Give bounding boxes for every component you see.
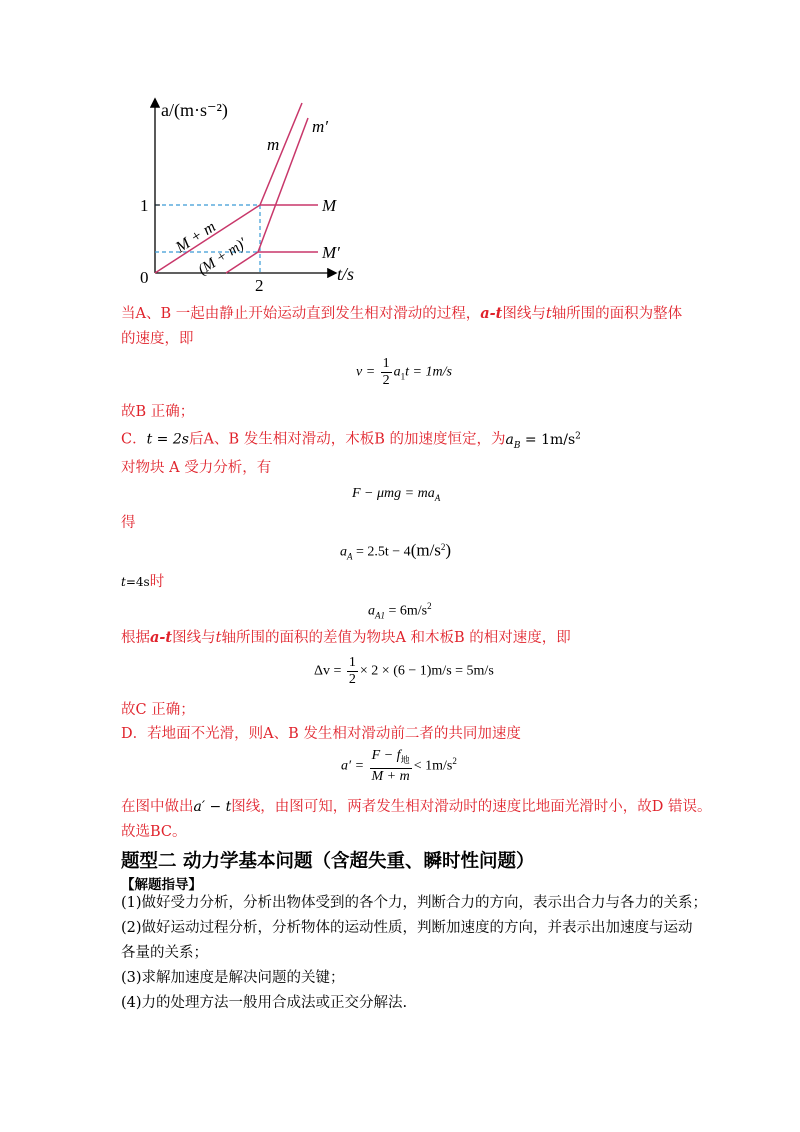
- line-de: 得: [121, 515, 136, 531]
- guide-item-1: (1)做好受力分析，分析出物体受到的各个力，判断合力的方向，表示出合力与各力的关系；: [121, 895, 708, 911]
- line-c: C．t = 2s后A、B 发生相对滑动，木板B 的加速度恒定，为$a_B = 1m/s^2$: [121, 431, 581, 451]
- line-force-analysis: 对物块 A 受力分析，有: [121, 460, 272, 476]
- equation-aA: $a_A = 2.5t - 4(m/s^2)$: [340, 540, 452, 562]
- x-axis-label: t/s: [337, 264, 355, 284]
- x-tick-label: 2: [255, 276, 264, 295]
- para-1-line-1: 当A、B 一起由静止开始运动直到发生相对滑动的过程，a-t图线与t轴所围的面积为整体: [121, 305, 683, 322]
- line-m-prime: [258, 118, 308, 252]
- y-axis-label: a/(m·s⁻²): [161, 100, 228, 120]
- equation-velocity: v = $\frac{1}{2}$ $a_1t = 1m/s$: [356, 356, 452, 388]
- guide-item-2-cont: 各量的关系；: [121, 945, 208, 961]
- label-Mm: M + m: [172, 218, 219, 257]
- origin-label: 0: [140, 268, 149, 287]
- line-c-correct: 故C 正确；: [121, 702, 195, 718]
- equation-force: $F - \mu mg = ma_A$: [352, 486, 441, 503]
- guide-item-3: (3)求解加速度是解决问题的关键；: [121, 970, 345, 986]
- label-Mm-prime: (M + m)′: [195, 235, 250, 279]
- label-M: M: [322, 196, 337, 215]
- para-3: 在图中做出a′ − t图线，由图可知，两者发生相对滑动时的速度比地面光滑时小，故D 错误。: [121, 799, 712, 815]
- line-b-correct: 故B 正确；: [121, 404, 195, 420]
- equation-a-prime: a′ = $\frac{F - f_地}{M + m}$ < $1m/s^2$: [341, 748, 457, 784]
- equation-delta-v: Δv = $\frac{1}{2}$ × 2 × (6 − 1)m/s = 5m/s: [314, 655, 494, 687]
- guide-item-2: (2)做好运动过程分析，分析物体的运动性质，判断加速度的方向，并表示出加速度与运动: [121, 920, 693, 936]
- a-t-graph: [130, 88, 390, 298]
- label-m: m: [267, 135, 280, 154]
- guide-item-4: (4)力的处理方法一般用合成法或正交分解法.: [121, 995, 408, 1011]
- equation-aA1: $a_{A1} = 6m/s^2$: [368, 601, 432, 621]
- y-tick-label: 1: [140, 196, 149, 215]
- line-d: D．若地面不光滑，则A、B 发生相对滑动前二者的共同加速度: [121, 726, 521, 742]
- label-M-prime: M′: [322, 243, 340, 262]
- para-2: 根据a-t图线与t轴所围的面积的差值为物块A 和木板B 的相对速度，即: [121, 629, 571, 646]
- para-1-line-2: 的速度，即: [121, 331, 194, 347]
- guide-heading: 【解题指导】: [121, 877, 202, 893]
- line-choose-bc: 故选BC。: [121, 824, 187, 840]
- line-t4: t=4s时: [121, 574, 165, 590]
- section-title: 题型二 动力学基本问题（含超失重、瞬时性问题）: [121, 851, 535, 872]
- label-m-prime: m′: [312, 117, 328, 136]
